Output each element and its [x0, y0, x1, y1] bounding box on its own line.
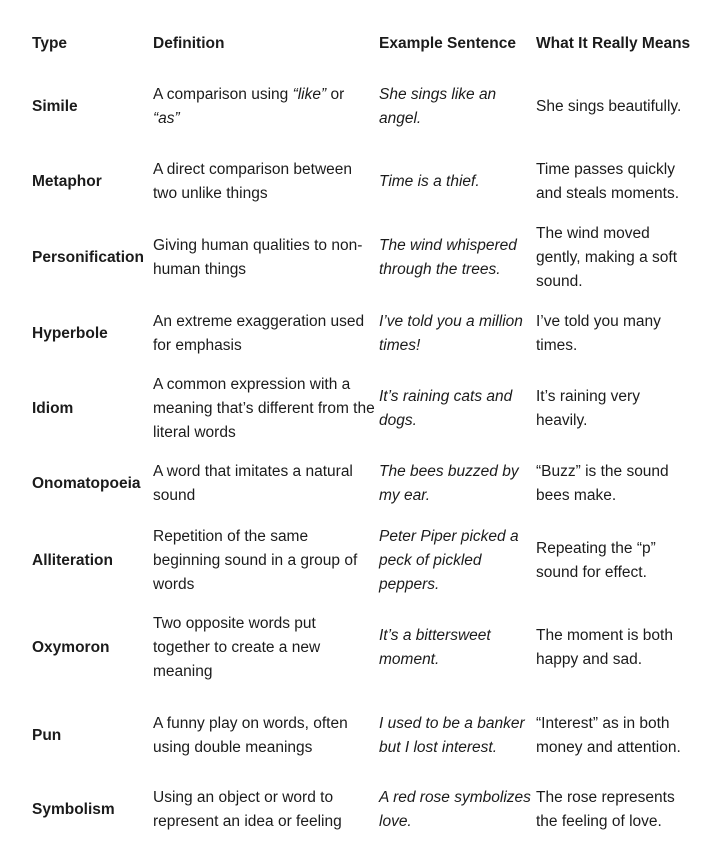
row-definition: Two opposite words put together to create a new meaning — [153, 615, 321, 680]
table-row — [32, 778, 692, 842]
row-example: The bees buzzed by my ear. — [379, 463, 519, 504]
row-type: Hyperbole — [32, 325, 108, 342]
row-meaning: The wind moved gently, making a soft sound. — [536, 225, 678, 290]
row-definition: Using an object or word to represent an idea or feeling — [153, 789, 342, 830]
row-definition: Giving human qualities to non-human things — [153, 237, 363, 278]
row-example: Peter Piper picked a peck of pickled peppers. — [379, 528, 519, 593]
definition-quote-as: “as” — [153, 110, 180, 127]
row-type: Simile — [32, 98, 78, 115]
row-example: The wind whispered through the trees. — [379, 237, 517, 278]
row-example: I used to be a banker but I lost interest. — [379, 715, 525, 756]
table-row — [32, 520, 692, 602]
row-type: Oxymoron — [32, 639, 110, 656]
figures-of-speech-table — [32, 20, 692, 842]
row-type: Onomatopoeia — [32, 475, 141, 492]
table-row — [32, 218, 692, 298]
row-meaning: “Buzz” is the sound bees make. — [536, 463, 669, 504]
row-meaning: It’s raining very heavily. — [536, 388, 640, 429]
row-definition: A common expression with a meaning that’s different from the literal words — [153, 376, 375, 441]
row-type: Alliteration — [32, 552, 113, 569]
header-definition: Definition — [153, 35, 225, 52]
definition-text: A comparison using — [153, 86, 293, 103]
table-row — [32, 370, 692, 448]
header-example-sentence: Example Sentence — [379, 35, 516, 52]
header-what-it-really-means: What It Really Means — [536, 35, 691, 52]
definition-text: or — [326, 86, 345, 103]
table-header — [32, 20, 692, 68]
row-meaning: Time passes quickly and steals moments. — [536, 161, 680, 202]
row-meaning: The rose represents the feeling of love. — [536, 789, 675, 830]
row-meaning: I’ve told you many times. — [536, 313, 661, 354]
header-row — [32, 20, 692, 68]
table-row — [32, 694, 692, 778]
row-definition: An extreme exaggeration used for emphasis — [153, 313, 365, 354]
table-row — [32, 448, 692, 520]
table-body — [32, 68, 692, 842]
row-example: It’s raining cats and dogs. — [379, 388, 513, 429]
row-type: Pun — [32, 727, 62, 744]
row-type: Symbolism — [32, 801, 115, 818]
row-definition: A funny play on words, often using double meanings — [153, 715, 348, 756]
row-definition: A direct comparison between two unlike things — [153, 161, 353, 202]
row-definition: Repetition of the same beginning sound in a group of words — [153, 528, 358, 593]
row-meaning: The moment is both happy and sad. — [536, 627, 673, 668]
row-example: A red rose symbolizes love. — [379, 789, 531, 830]
table-row — [32, 602, 692, 694]
row-type: Idiom — [32, 400, 74, 417]
table-row — [32, 146, 692, 218]
row-definition: A word that imitates a natural sound — [153, 463, 353, 504]
row-meaning: Repeating the “p” sound for effect. — [536, 540, 656, 581]
row-meaning: “Interest” as in both money and attention. — [536, 715, 681, 756]
row-example: It’s a bittersweet moment. — [379, 627, 491, 668]
row-example: I’ve told you a million times! — [379, 313, 523, 354]
definition-quote-like: “like” — [292, 86, 327, 103]
row-type: Metaphor — [32, 173, 102, 190]
row-meaning: She sings beautifully. — [536, 98, 682, 115]
row-type: Personification — [32, 249, 144, 266]
table-row — [32, 298, 692, 370]
table-row — [32, 68, 692, 146]
row-example: She sings like an angel. — [379, 86, 497, 127]
header-type: Type — [32, 35, 68, 52]
row-definition — [153, 68, 379, 146]
row-example: Time is a thief. — [379, 173, 480, 190]
